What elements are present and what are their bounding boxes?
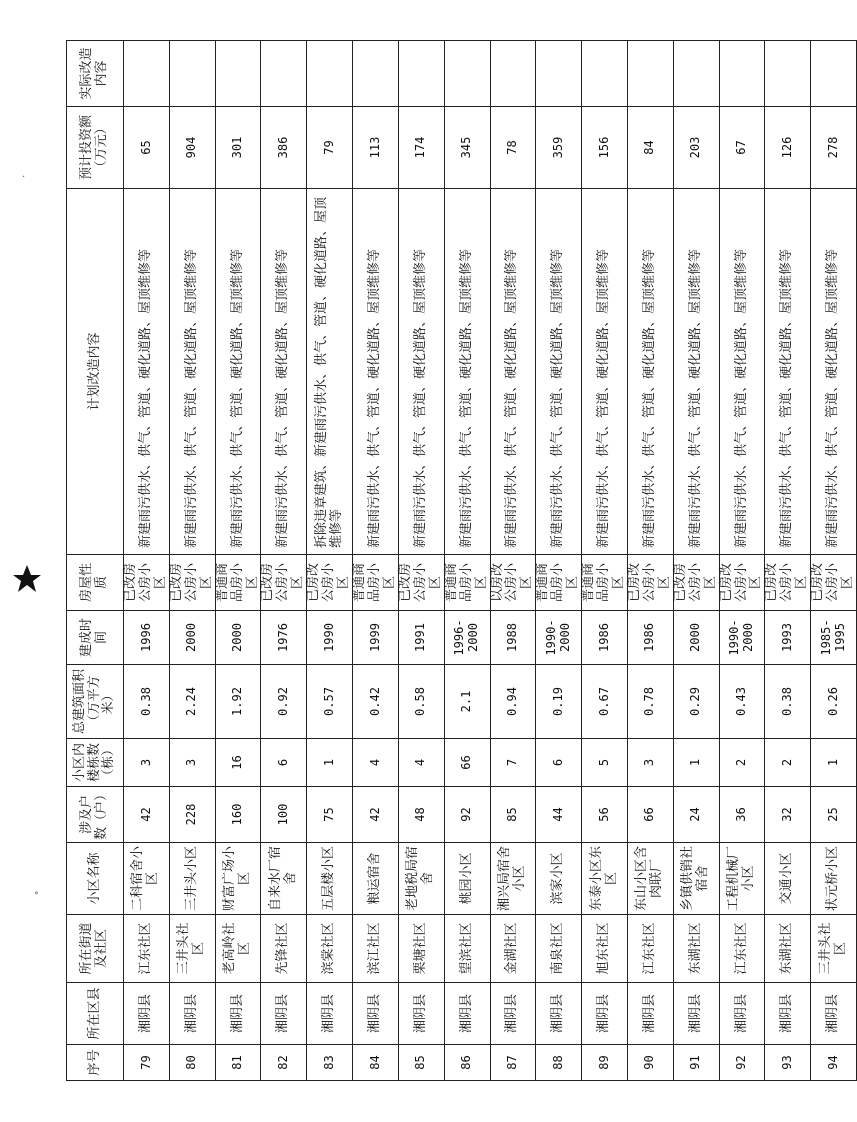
cell-actual bbox=[444, 41, 490, 107]
cell-district: 湘阴县 bbox=[169, 983, 215, 1045]
cell-street: 老高岭社区 bbox=[215, 915, 261, 983]
cell-nature: 已改房公房小区 bbox=[398, 555, 444, 611]
cell-plan: 新建雨污供水、供气、管道、硬化道路、屋顶维修等 bbox=[536, 189, 582, 555]
cell-actual bbox=[765, 41, 811, 107]
header-area: 总建筑面积（万平方米） bbox=[67, 665, 124, 739]
cell-area: 0.19 bbox=[536, 665, 582, 739]
table-row bbox=[261, 41, 307, 1081]
cell-area: 0.58 bbox=[398, 665, 444, 739]
cell-district: 湘阴县 bbox=[627, 983, 673, 1045]
cell-plan: 新建雨污供水、供气、管道、硬化道路、屋顶维修等 bbox=[765, 189, 811, 555]
cell-district: 湘阴县 bbox=[765, 983, 811, 1045]
cell-name: 自来水厂宿舍 bbox=[261, 843, 307, 915]
cell-area: 0.38 bbox=[124, 665, 170, 739]
table-row bbox=[124, 41, 170, 1081]
cell-buildings: 16 bbox=[215, 739, 261, 787]
cell-actual bbox=[536, 41, 582, 107]
cell-name: 财富广场小区 bbox=[215, 843, 261, 915]
cell-district: 湘阴县 bbox=[536, 983, 582, 1045]
header-plan: 计划改造内容 bbox=[67, 189, 124, 555]
table-row bbox=[765, 41, 811, 1081]
cell-name: 三井头小区 bbox=[169, 843, 215, 915]
cell-name: 湘兴局宿舍小区 bbox=[490, 843, 536, 915]
cell-buildings: 6 bbox=[536, 739, 582, 787]
cell-actual bbox=[719, 41, 765, 107]
cell-year: 1985-1995 bbox=[811, 611, 857, 665]
cell-year: 1993 bbox=[765, 611, 811, 665]
cell-households: 228 bbox=[169, 787, 215, 843]
cell-households: 24 bbox=[673, 787, 719, 843]
cell-area: 1.92 bbox=[215, 665, 261, 739]
header-seq: 序号 bbox=[67, 1045, 124, 1081]
cell-name: 滨家小区 bbox=[536, 843, 582, 915]
cell-nature: 已改房公房小区 bbox=[673, 555, 719, 611]
cell-buildings: 4 bbox=[353, 739, 399, 787]
cell-name: 状元桥小区 bbox=[811, 843, 857, 915]
table-body bbox=[124, 41, 857, 1081]
cell-seq: 79 bbox=[124, 1045, 170, 1081]
rotated-table-wrapper bbox=[66, 41, 856, 1081]
cell-seq: 94 bbox=[811, 1045, 857, 1081]
cell-street: 东湖社区 bbox=[765, 915, 811, 983]
cell-households: 92 bbox=[444, 787, 490, 843]
cell-name: 交通小区 bbox=[765, 843, 811, 915]
cell-seq: 86 bbox=[444, 1045, 490, 1081]
cell-street: 三井头社区 bbox=[169, 915, 215, 983]
cell-buildings: 3 bbox=[124, 739, 170, 787]
table-row bbox=[398, 41, 444, 1081]
cell-area: 2.24 bbox=[169, 665, 215, 739]
cell-seq: 87 bbox=[490, 1045, 536, 1081]
cell-households: 36 bbox=[719, 787, 765, 843]
cell-seq: 80 bbox=[169, 1045, 215, 1081]
cell-plan: 新建雨污供水、供气、管道、硬化道路、屋顶维修等 bbox=[261, 189, 307, 555]
table-row bbox=[719, 41, 765, 1081]
cell-seq: 91 bbox=[673, 1045, 719, 1081]
cell-buildings: 66 bbox=[444, 739, 490, 787]
cell-nature: 已改房公房小区 bbox=[124, 555, 170, 611]
cell-district: 湘阴县 bbox=[307, 983, 353, 1045]
cell-seq: 83 bbox=[307, 1045, 353, 1081]
cell-street: 江东社区 bbox=[719, 915, 765, 983]
table-row bbox=[444, 41, 490, 1081]
cell-nature: 已房改公房小区 bbox=[811, 555, 857, 611]
cell-year: 1996-2000 bbox=[444, 611, 490, 665]
cell-plan: 新建雨污供水、供气、管道、硬化道路、屋顶维修等 bbox=[353, 189, 399, 555]
table-row bbox=[490, 41, 536, 1081]
header-row bbox=[67, 41, 124, 1081]
cell-households: 42 bbox=[353, 787, 399, 843]
header-district: 所在区县 bbox=[67, 983, 124, 1045]
cell-district: 湘阴县 bbox=[490, 983, 536, 1045]
cell-actual bbox=[353, 41, 399, 107]
cell-name: 乡镇供销社宿舍 bbox=[673, 843, 719, 915]
cell-name: 桃园小区 bbox=[444, 843, 490, 915]
cell-street: 江东社区 bbox=[124, 915, 170, 983]
cell-plan: 新建雨污供水、供气、管道、硬化道路、屋顶维修等 bbox=[673, 189, 719, 555]
cell-invest: 65 bbox=[124, 107, 170, 189]
cell-seq: 93 bbox=[765, 1045, 811, 1081]
cell-actual bbox=[261, 41, 307, 107]
cell-nature: 已改房公房小区 bbox=[261, 555, 307, 611]
cell-street: 滨江社区 bbox=[353, 915, 399, 983]
cell-year: 1990 bbox=[307, 611, 353, 665]
cell-district: 湘阴县 bbox=[353, 983, 399, 1045]
cell-households: 75 bbox=[307, 787, 353, 843]
cell-seq: 89 bbox=[582, 1045, 628, 1081]
cell-buildings: 6 bbox=[261, 739, 307, 787]
cell-plan: 新建雨污供水、供气、管道、硬化道路、屋顶维修等 bbox=[398, 189, 444, 555]
cell-name: 东泰小区东区 bbox=[582, 843, 628, 915]
cell-year: 2000 bbox=[215, 611, 261, 665]
cell-area: 0.78 bbox=[627, 665, 673, 739]
cell-invest: 345 bbox=[444, 107, 490, 189]
cell-name: 东山小区含肉联厂 bbox=[627, 843, 673, 915]
cell-name: 二科宿舍小区 bbox=[124, 843, 170, 915]
cell-name: 粮运宿舍 bbox=[353, 843, 399, 915]
cell-buildings: 2 bbox=[719, 739, 765, 787]
cell-actual bbox=[627, 41, 673, 107]
cell-district: 湘阴县 bbox=[261, 983, 307, 1045]
cell-nature: 已改房公房小区 bbox=[169, 555, 215, 611]
cell-households: 100 bbox=[261, 787, 307, 843]
cell-year: 1976 bbox=[261, 611, 307, 665]
cell-street: 先锋社区 bbox=[261, 915, 307, 983]
table-row bbox=[582, 41, 628, 1081]
scan-speck: · bbox=[22, 172, 26, 183]
header-nature: 房屋性质 bbox=[67, 555, 124, 611]
cell-area: 0.57 bbox=[307, 665, 353, 739]
cell-district: 湘阴县 bbox=[582, 983, 628, 1045]
cell-plan: 拆除违章建筑、新建雨污供水、供气、管道、硬化道路、屋顶维修等 bbox=[307, 189, 353, 555]
cell-invest: 359 bbox=[536, 107, 582, 189]
cell-area: 0.26 bbox=[811, 665, 857, 739]
cell-street: 望滨社区 bbox=[444, 915, 490, 983]
table-row bbox=[536, 41, 582, 1081]
cell-actual bbox=[398, 41, 444, 107]
cell-plan: 新建雨污供水、供气、管道、硬化道路、屋顶维修等 bbox=[215, 189, 261, 555]
cell-year: 1988 bbox=[490, 611, 536, 665]
renovation-table bbox=[66, 40, 857, 1081]
cell-plan: 新建雨污供水、供气、管道、硬化道路、屋顶维修等 bbox=[811, 189, 857, 555]
cell-area: 2.1 bbox=[444, 665, 490, 739]
cell-buildings: 7 bbox=[490, 739, 536, 787]
cell-year: 2000 bbox=[673, 611, 719, 665]
cell-year: 1991 bbox=[398, 611, 444, 665]
cell-invest: 84 bbox=[627, 107, 673, 189]
cell-street: 三井头社区 bbox=[811, 915, 857, 983]
cell-year: 1990-2000 bbox=[536, 611, 582, 665]
cell-households: 56 bbox=[582, 787, 628, 843]
cell-households: 44 bbox=[536, 787, 582, 843]
cell-name: 五层楼小区 bbox=[307, 843, 353, 915]
cell-buildings: 1 bbox=[673, 739, 719, 787]
header-invest: 预计投资额（万元） bbox=[67, 107, 124, 189]
cell-plan: 新建雨污供水、供气、管道、硬化道路、屋顶维修等 bbox=[719, 189, 765, 555]
cell-street: 滨棠社区 bbox=[307, 915, 353, 983]
cell-households: 66 bbox=[627, 787, 673, 843]
cell-street: 南泉社区 bbox=[536, 915, 582, 983]
cell-buildings: 3 bbox=[627, 739, 673, 787]
table-row bbox=[215, 41, 261, 1081]
cell-district: 湘阴县 bbox=[124, 983, 170, 1045]
cell-area: 0.29 bbox=[673, 665, 719, 739]
cell-district: 湘阴县 bbox=[398, 983, 444, 1045]
cell-buildings: 1 bbox=[811, 739, 857, 787]
cell-invest: 78 bbox=[490, 107, 536, 189]
cell-year: 1986 bbox=[582, 611, 628, 665]
cell-nature: 普通商品房小区 bbox=[536, 555, 582, 611]
cell-seq: 90 bbox=[627, 1045, 673, 1081]
seal-stamp bbox=[8, 468, 44, 690]
cell-plan: 新建雨污供水、供气、管道、硬化道路、屋顶维修等 bbox=[169, 189, 215, 555]
cell-actual bbox=[490, 41, 536, 107]
cell-seq: 88 bbox=[536, 1045, 582, 1081]
table-row bbox=[673, 41, 719, 1081]
cell-plan: 新建雨污供水、供气、管道、硬化道路、屋顶维修等 bbox=[490, 189, 536, 555]
cell-nature: 已房改公房小区 bbox=[307, 555, 353, 611]
header-name: 小区名称 bbox=[67, 843, 124, 915]
cell-street: 栗塘社区 bbox=[398, 915, 444, 983]
cell-area: 0.42 bbox=[353, 665, 399, 739]
table-row bbox=[627, 41, 673, 1081]
cell-buildings: 2 bbox=[765, 739, 811, 787]
cell-name: 老地税局宿舍 bbox=[398, 843, 444, 915]
cell-actual bbox=[582, 41, 628, 107]
cell-nature: 普通商品房小区 bbox=[582, 555, 628, 611]
cell-area: 0.38 bbox=[765, 665, 811, 739]
cell-area: 0.43 bbox=[719, 665, 765, 739]
header-households: 涉及户数（户） bbox=[67, 787, 124, 843]
cell-invest: 67 bbox=[719, 107, 765, 189]
table-row bbox=[353, 41, 399, 1081]
cell-district: 湘阴县 bbox=[673, 983, 719, 1045]
header-actual: 实际改造内容 bbox=[67, 41, 124, 107]
cell-nature: 以房改公房小区 bbox=[490, 555, 536, 611]
cell-actual bbox=[307, 41, 353, 107]
cell-actual bbox=[811, 41, 857, 107]
cell-nature: 已房改公房小区 bbox=[627, 555, 673, 611]
cell-area: 0.67 bbox=[582, 665, 628, 739]
cell-plan: 新建雨污供水、供气、管道、硬化道路、屋顶维修等 bbox=[582, 189, 628, 555]
cell-invest: 79 bbox=[307, 107, 353, 189]
cell-households: 160 bbox=[215, 787, 261, 843]
cell-households: 48 bbox=[398, 787, 444, 843]
cell-district: 湘阴县 bbox=[719, 983, 765, 1045]
cell-street: 江东社区 bbox=[627, 915, 673, 983]
cell-nature: 已房改公房小区 bbox=[719, 555, 765, 611]
cell-area: 0.92 bbox=[261, 665, 307, 739]
cell-nature: 普通商品房小区 bbox=[353, 555, 399, 611]
star-icon bbox=[12, 564, 42, 594]
header-year: 建成时间 bbox=[67, 611, 124, 665]
cell-nature: 已房改公房小区 bbox=[765, 555, 811, 611]
cell-invest: 301 bbox=[215, 107, 261, 189]
cell-seq: 84 bbox=[353, 1045, 399, 1081]
cell-year: 1996 bbox=[124, 611, 170, 665]
cell-invest: 904 bbox=[169, 107, 215, 189]
cell-year: 1986 bbox=[627, 611, 673, 665]
cell-seq: 85 bbox=[398, 1045, 444, 1081]
header-street: 所在街道及社区 bbox=[67, 915, 124, 983]
cell-street: 旭东社区 bbox=[582, 915, 628, 983]
cell-name: 工程机械厂小区 bbox=[719, 843, 765, 915]
cell-district: 湘阴县 bbox=[811, 983, 857, 1045]
cell-invest: 386 bbox=[261, 107, 307, 189]
table-row bbox=[811, 41, 857, 1081]
cell-district: 湘阴县 bbox=[215, 983, 261, 1045]
cell-households: 25 bbox=[811, 787, 857, 843]
cell-buildings: 3 bbox=[169, 739, 215, 787]
cell-invest: 113 bbox=[353, 107, 399, 189]
cell-invest: 278 bbox=[811, 107, 857, 189]
cell-seq: 92 bbox=[719, 1045, 765, 1081]
table-row bbox=[307, 41, 353, 1081]
cell-invest: 203 bbox=[673, 107, 719, 189]
cell-seq: 81 bbox=[215, 1045, 261, 1081]
cell-actual bbox=[124, 41, 170, 107]
cell-invest: 156 bbox=[582, 107, 628, 189]
cell-nature: 普通商品房小区 bbox=[444, 555, 490, 611]
cell-year: 2000 bbox=[169, 611, 215, 665]
cell-district: 湘阴县 bbox=[444, 983, 490, 1045]
cell-buildings: 4 bbox=[398, 739, 444, 787]
cell-area: 0.94 bbox=[490, 665, 536, 739]
cell-plan: 新建雨污供水、供气、管道、硬化道路、屋顶维修等 bbox=[627, 189, 673, 555]
cell-buildings: 5 bbox=[582, 739, 628, 787]
cell-actual bbox=[673, 41, 719, 107]
cell-buildings: 1 bbox=[307, 739, 353, 787]
cell-nature: 普通商品房小区 bbox=[215, 555, 261, 611]
cell-year: 1999 bbox=[353, 611, 399, 665]
cell-invest: 126 bbox=[765, 107, 811, 189]
cell-households: 32 bbox=[765, 787, 811, 843]
cell-actual bbox=[169, 41, 215, 107]
cell-seq: 82 bbox=[261, 1045, 307, 1081]
cell-plan: 新建雨污供水、供气、管道、硬化道路、屋顶维修等 bbox=[124, 189, 170, 555]
cell-households: 85 bbox=[490, 787, 536, 843]
cell-street: 金湖社区 bbox=[490, 915, 536, 983]
cell-year: 1990-2000 bbox=[719, 611, 765, 665]
header-buildings: 小区内楼栋数（栋） bbox=[67, 739, 124, 787]
cell-street: 东湖社区 bbox=[673, 915, 719, 983]
cell-households: 42 bbox=[124, 787, 170, 843]
scan-speck: ∘ bbox=[34, 888, 39, 899]
cell-plan: 新建雨污供水、供气、管道、硬化道路、屋顶维修等 bbox=[444, 189, 490, 555]
table-row bbox=[169, 41, 215, 1081]
cell-actual bbox=[215, 41, 261, 107]
cell-invest: 174 bbox=[398, 107, 444, 189]
